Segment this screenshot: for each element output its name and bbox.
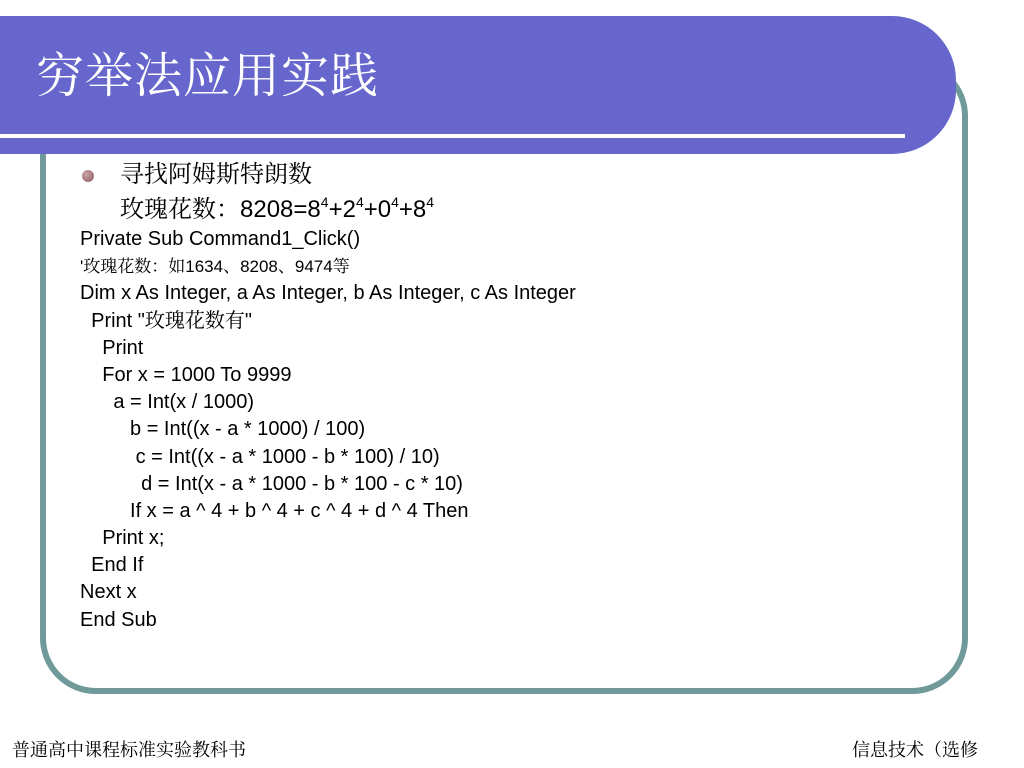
formula-exponent: 4 xyxy=(426,194,435,210)
code-line: Print x; xyxy=(80,527,165,550)
code-line: Print xyxy=(80,336,144,359)
formula-prefix: 玫瑰花数：8208=8 xyxy=(120,196,321,223)
code-comment-line: '玫瑰花数：如1634、8208、9474等 xyxy=(80,257,350,277)
code-line: b = Int((x - a * 1000) / 100) xyxy=(80,418,366,441)
code-line: End If xyxy=(80,554,144,577)
narcissistic-formula xyxy=(120,195,434,225)
code-line: Private Sub Command1_Click() xyxy=(80,228,361,250)
code-line: End Sub xyxy=(80,608,157,631)
bullet-dot-icon xyxy=(82,170,94,182)
formula-exponent: 4 xyxy=(391,194,399,210)
code-block xyxy=(80,226,576,634)
footer-textbook-title: 普通高中课程标准实验教科书 xyxy=(12,740,246,760)
code-line: c = Int((x - a * 1000 - b * 100) / 10) xyxy=(80,445,440,468)
code-line: Next x xyxy=(80,581,137,604)
slide-title: 穷举法应用实践 xyxy=(36,48,380,104)
code-line: a = Int(x / 1000) xyxy=(80,391,254,414)
code-line: d = Int(x - a * 1000 - b * 100 - c * 10) xyxy=(80,472,463,495)
title-underline xyxy=(0,134,905,138)
bullet-text: 寻找阿姆斯特朗数 xyxy=(120,161,312,188)
formula-exponent: 4 xyxy=(320,194,329,210)
code-line: Print "玫瑰花数有" xyxy=(80,309,252,332)
code-line: For x = 1000 To 9999 xyxy=(80,363,292,386)
code-line: If x = a ^ 4 + b ^ 4 + c ^ 4 + d ^ 4 Then xyxy=(80,499,469,522)
formula-term: +2 xyxy=(328,196,356,223)
formula-term: +0 xyxy=(363,196,392,223)
formula-exponent: 4 xyxy=(355,194,364,210)
formula-term: +8 xyxy=(398,196,427,223)
code-line: Dim x As Integer, a As Integer, b As Integer, c As Integer xyxy=(80,282,576,305)
footer-subject: 信息技术（选修 xyxy=(852,740,978,760)
